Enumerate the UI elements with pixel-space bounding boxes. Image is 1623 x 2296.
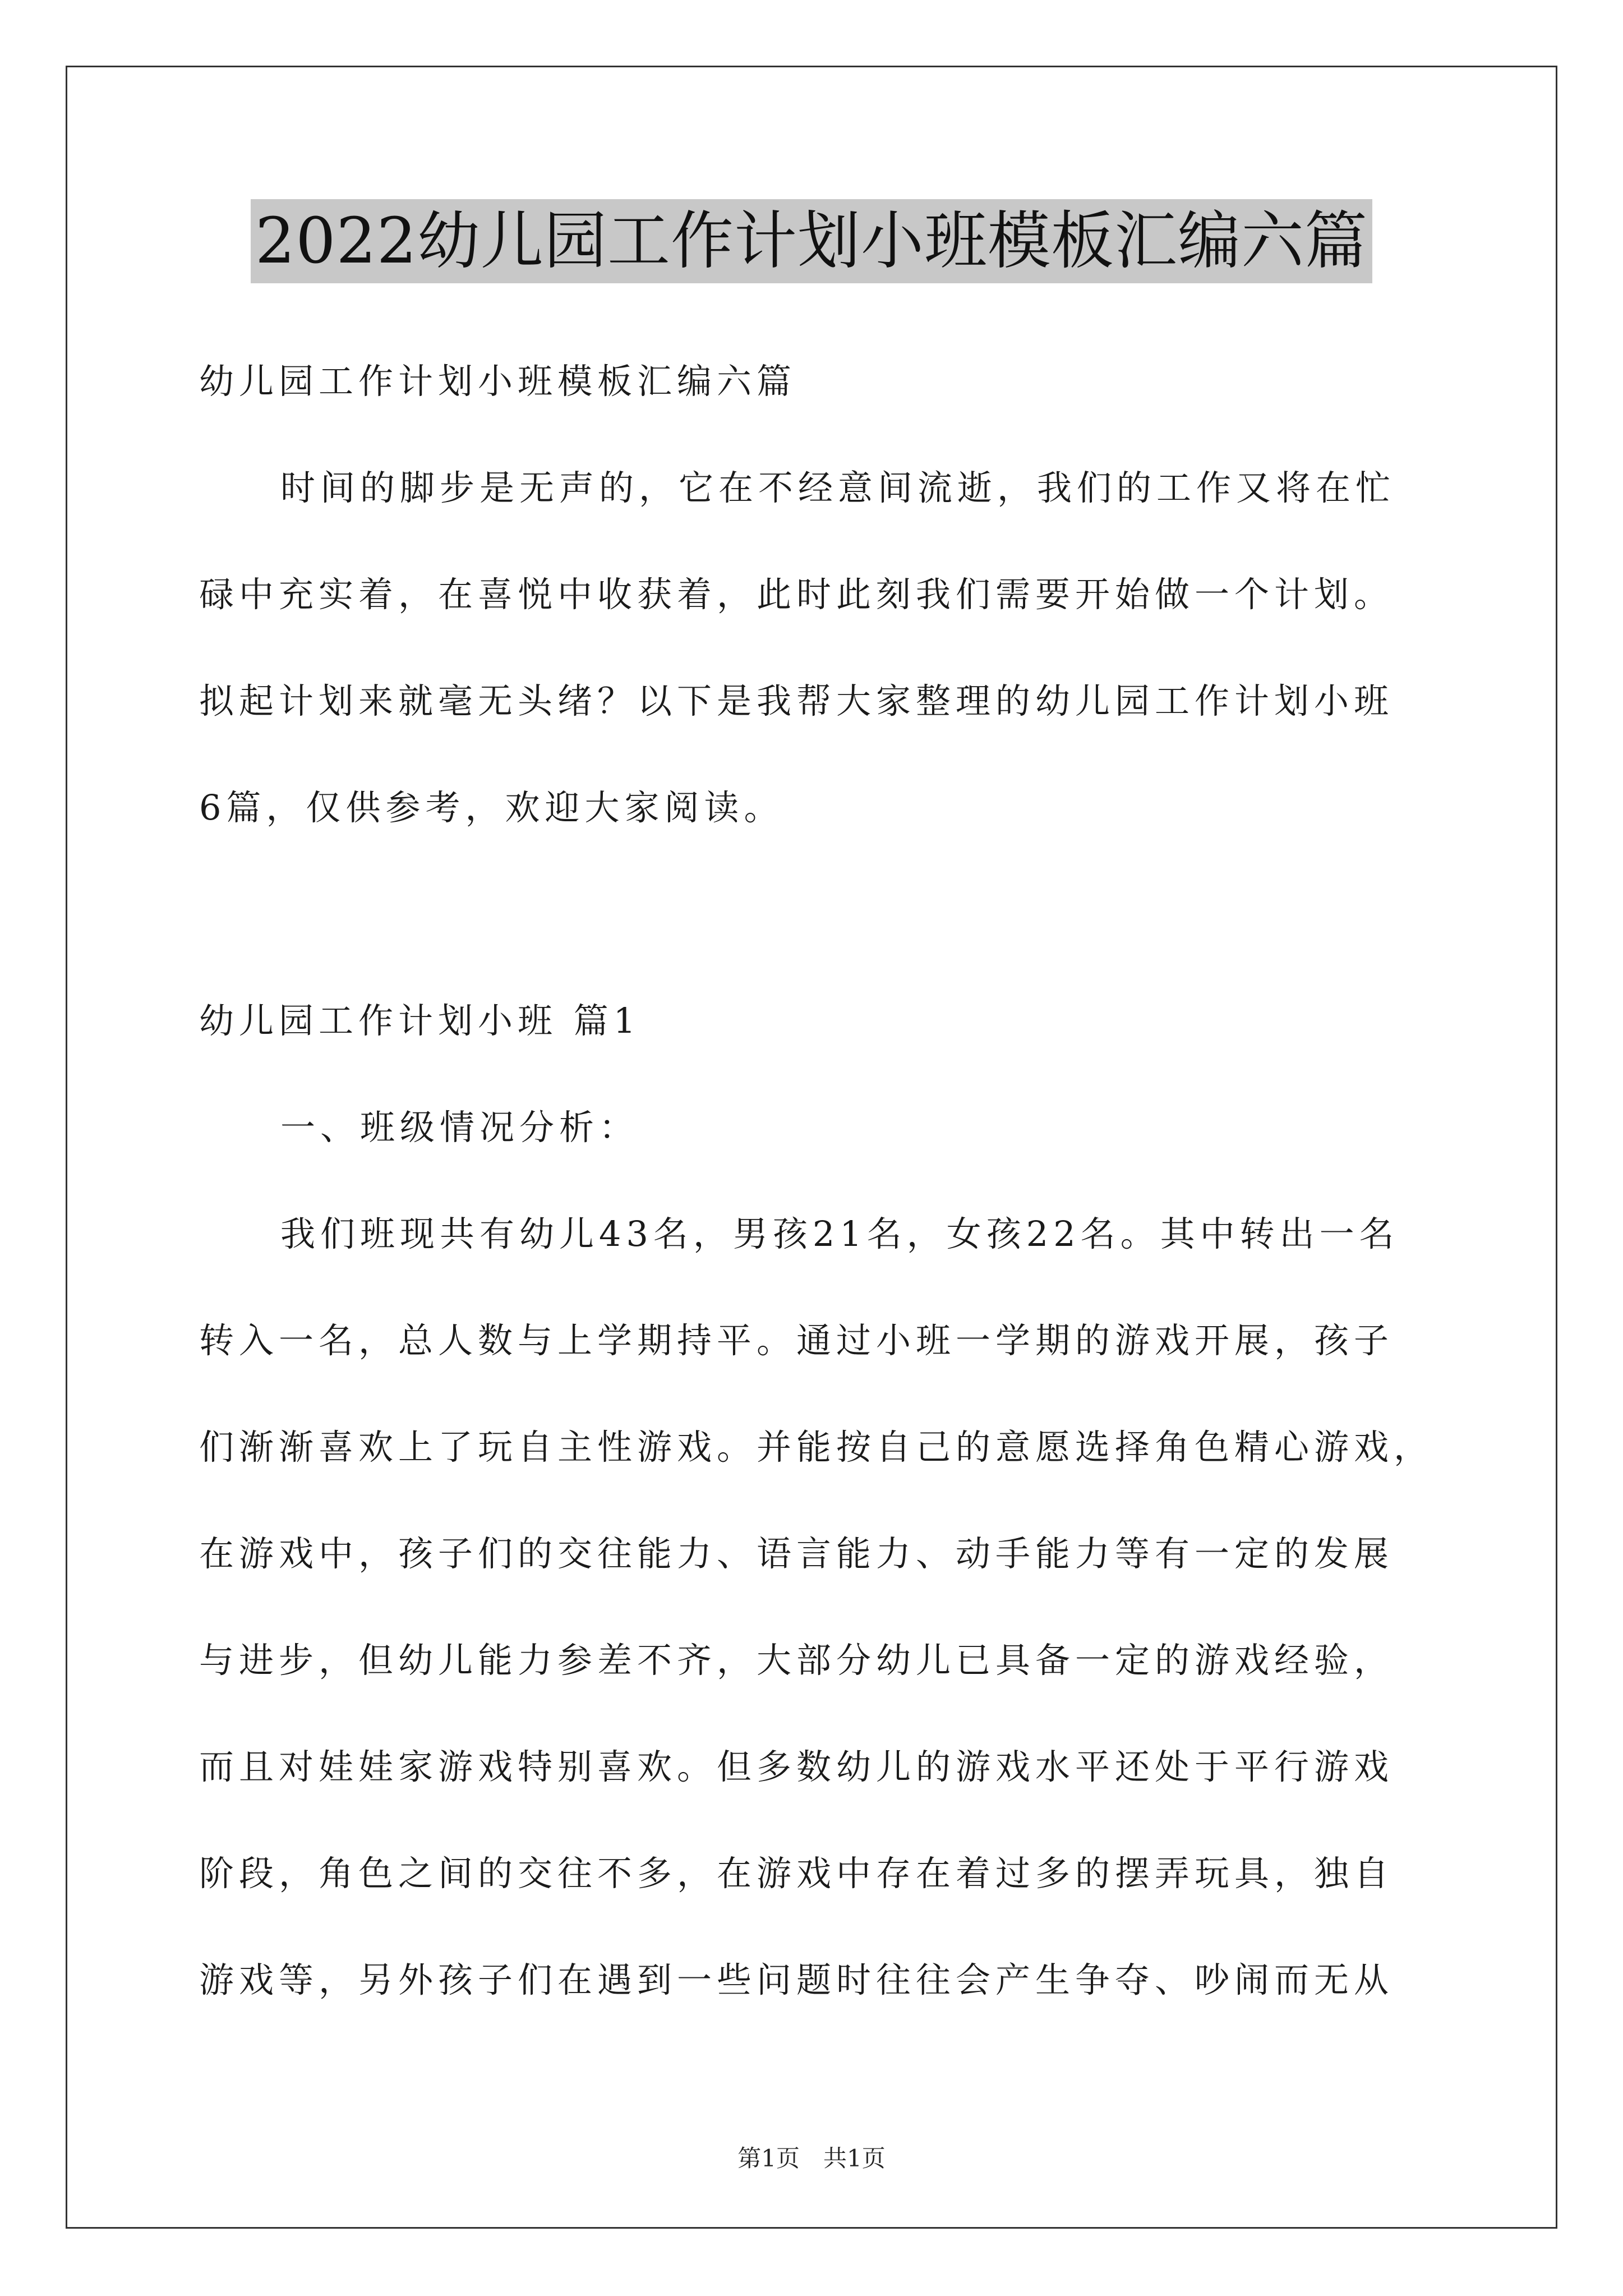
- paragraph-line: 碌中充实着，在喜悦中收获着，此时此刻我们需要开始做一个计划。: [199, 574, 1394, 615]
- paragraph-line: 6篇，仅供参考，欢迎大家阅读。: [199, 787, 784, 828]
- title-wrap: [0, 199, 1623, 283]
- paragraph-line: 而且对娃娃家游戏特别喜欢。但多数幼儿的游戏水平还处于平行游戏: [199, 1746, 1394, 1787]
- paragraph-line: 拟起计划来就毫无头绪？以下是我帮大家整理的幼儿园工作计划小班: [199, 680, 1394, 721]
- paragraph-line: 游戏等，另外孩子们在遇到一些问题时往往会产生争夺、吵闹而无从: [199, 1959, 1394, 2000]
- subsection-heading: 一、班级情况分析：: [280, 1107, 639, 1148]
- paragraph-line: 与进步，但幼儿能力参差不齐，大部分幼儿已具备一定的游戏经验，: [199, 1640, 1394, 1681]
- subtitle-line: 幼儿园工作计划小班模板汇编六篇: [199, 361, 797, 402]
- page-footer: 第1页 共1页: [737, 2145, 886, 2172]
- section-heading: 幼儿园工作计划小班 篇1: [199, 1000, 641, 1041]
- paragraph-line: 我们班现共有幼儿43名，男孩21名，女孩22名。其中转出一名: [280, 1213, 1399, 1254]
- paragraph-line: 转入一名，总人数与上学期持平。通过小班一学期的游戏开展，孩子: [199, 1320, 1394, 1361]
- paragraph-line: 在游戏中，孩子们的交往能力、语言能力、动手能力等有一定的发展: [199, 1533, 1394, 1574]
- paragraph-line: 阶段，角色之间的交往不多，在游戏中存在着过多的摆弄玩具，独自: [199, 1853, 1394, 1894]
- paragraph-line: 时间的脚步是无声的，它在不经意间流逝，我们的工作又将在忙: [280, 467, 1396, 508]
- document-title: 2022幼儿园工作计划小班模板汇编六篇: [251, 199, 1372, 283]
- paragraph-line: 们渐渐喜欢上了玩自主性游戏。并能按自己的意愿选择角色精心游戏，: [199, 1427, 1434, 1467]
